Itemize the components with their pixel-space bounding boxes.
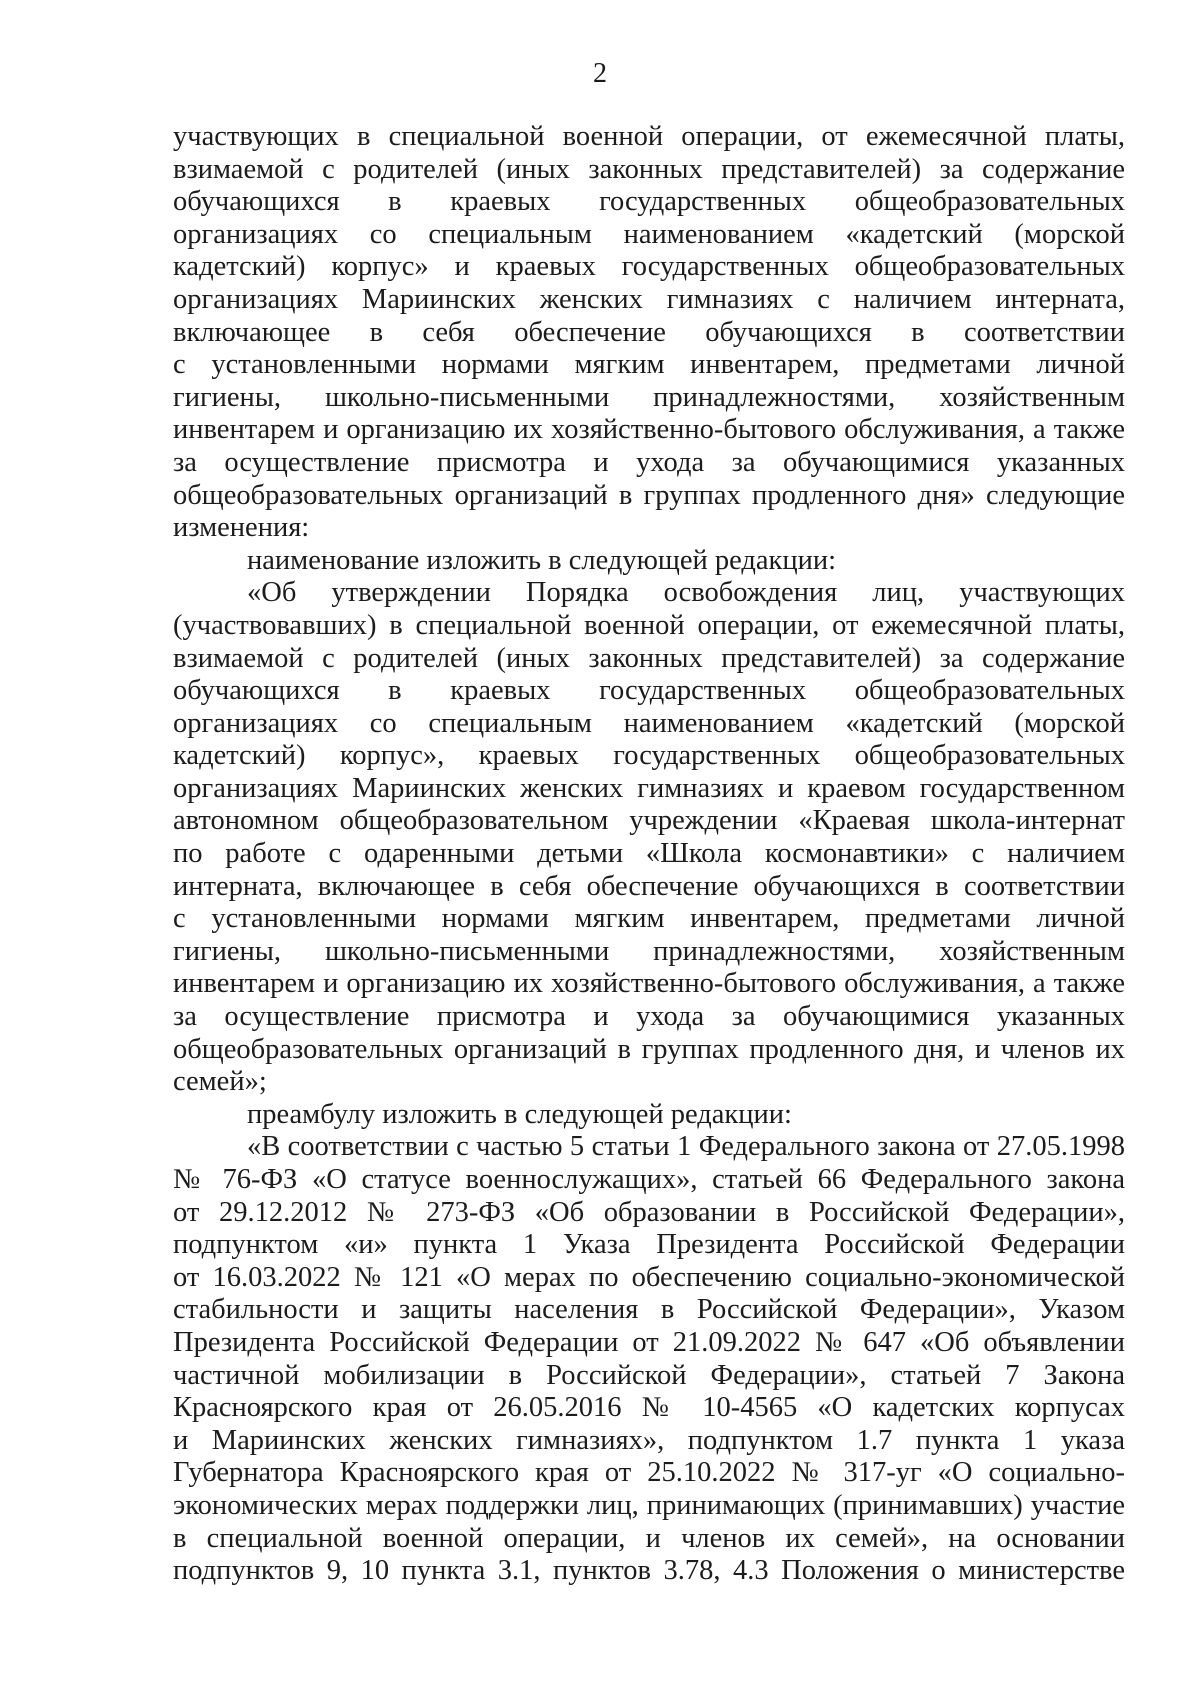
text-line: инвентарем и организацию их хозяйственно-бытового обслуживания, а также xyxy=(173,414,1125,446)
text-line: за осуществление присмотра и ухода за обучающимися указанных xyxy=(173,1001,1125,1033)
text-line: включающее в себя обеспечение обучающихся в соответствии xyxy=(173,316,1125,348)
text-line: в специальной военной операции, и членов их семей», на основании xyxy=(173,1522,1125,1554)
text-line: с установленными нормами мягким инвентарем, предметами личной xyxy=(173,903,1125,935)
text-line: и Мариинских женских гимназиях», подпунктом 1.7 пункта 1 указа xyxy=(173,1424,1125,1456)
text-line: Губернатора Красноярского края от 25.10.2022 № 317-уг «О социально- xyxy=(173,1457,1125,1489)
text-line: за осуществление присмотра и ухода за обучающимися указанных xyxy=(173,446,1125,478)
text-line: (участвовавших) в специальной военной операции, от ежемесячной платы, xyxy=(173,609,1125,641)
text-line: «Об утверждении Порядка освобождения лиц, участвующих xyxy=(247,577,1125,609)
text-line: организациях Мариинских женских гимназиях и краевом государственном xyxy=(173,772,1125,804)
text-line: подпунктов 9, 10 пункта 3.1, пунктов 3.78, 4.3 Положения о министерстве xyxy=(173,1555,1125,1587)
text-line: взимаемой с родителей (иных законных представителей) за содержание xyxy=(173,642,1125,674)
text-line: от 16.03.2022 № 121 «О мерах по обеспечению социально-экономической xyxy=(173,1261,1125,1293)
text-line: гигиены, школьно-письменными принадлежностями, хозяйственным xyxy=(173,381,1125,413)
text-line: организациях со специальным наименованием «кадетский (морской xyxy=(173,707,1125,739)
text-line: кадетский) корпус» и краевых государственных общеобразовательных xyxy=(173,251,1125,283)
text-line: изменения: xyxy=(173,512,310,544)
text-line: гигиены, школьно-письменными принадлежностями, хозяйственным xyxy=(173,935,1125,967)
text-line: подпунктом «и» пункта 1 Указа Президента Российской Федерации xyxy=(173,1229,1125,1261)
text-line: стабильности и защиты населения в Российской Федерации», Указом xyxy=(173,1294,1125,1326)
text-line: организациях Мариинских женских гимназиях с наличием интерната, xyxy=(173,283,1125,315)
text-line: «В соответствии с частью 5 статьи 1 Федерального закона от 27.05.1998 xyxy=(247,1131,1125,1163)
text-line: наименование изложить в следующей редакции: xyxy=(247,544,837,576)
document-body xyxy=(173,121,1125,1588)
page-number: 2 xyxy=(593,58,607,89)
text-line: частичной мобилизации в Российской Федерации», статьей 7 Закона xyxy=(173,1359,1125,1391)
text-line: автономном общеобразовательном учреждении «Краевая школа-интернат xyxy=(173,805,1125,837)
text-line: от 29.12.2012 № 273-ФЗ «Об образовании в Российской Федерации», xyxy=(173,1196,1125,1228)
text-line: обучающихся в краевых государственных общеобразовательных xyxy=(173,186,1125,218)
text-line: экономических мерах поддержки лиц, принимающих (принимавших) участие xyxy=(173,1489,1125,1521)
text-line: с установленными нормами мягким инвентарем, предметами личной xyxy=(173,349,1125,381)
text-line: интерната, включающее в себя обеспечение обучающихся в соответствии xyxy=(173,870,1125,902)
text-line: Красноярского края от 26.05.2016 № 10-4565 «О кадетских корпусах xyxy=(173,1392,1125,1424)
text-line: семей»; xyxy=(173,1066,267,1098)
text-line: № 76-ФЗ «О статусе военнослужащих», статьей 66 Федерального закона xyxy=(173,1164,1125,1195)
text-line: обучающихся в краевых государственных общеобразовательных xyxy=(173,675,1125,707)
text-line: общеобразовательных организаций в группах продленного дня» следующие xyxy=(173,479,1125,511)
text-line: общеобразовательных организаций в группах продленного дня, и членов их xyxy=(173,1033,1125,1065)
text-line: по работе с одаренными детьми «Школа космонавтики» с наличием xyxy=(173,838,1125,870)
text-line: организациях со специальным наименованием «кадетский (морской xyxy=(173,218,1125,250)
text-line: инвентарем и организацию их хозяйственно-бытового обслуживания, а также xyxy=(173,968,1125,1000)
text-line: преамбулу изложить в следующей редакции: xyxy=(247,1098,792,1130)
text-line: кадетский) корпус», краевых государственных общеобразовательных xyxy=(173,740,1125,772)
text-line: взимаемой с родителей (иных законных представителей) за содержание xyxy=(173,153,1125,185)
text-line: участвующих в специальной военной операции, от ежемесячной платы, xyxy=(173,121,1125,152)
text-line: Президента Российской Федерации от 21.09.2022 № 647 «Об объявлении xyxy=(173,1326,1125,1358)
